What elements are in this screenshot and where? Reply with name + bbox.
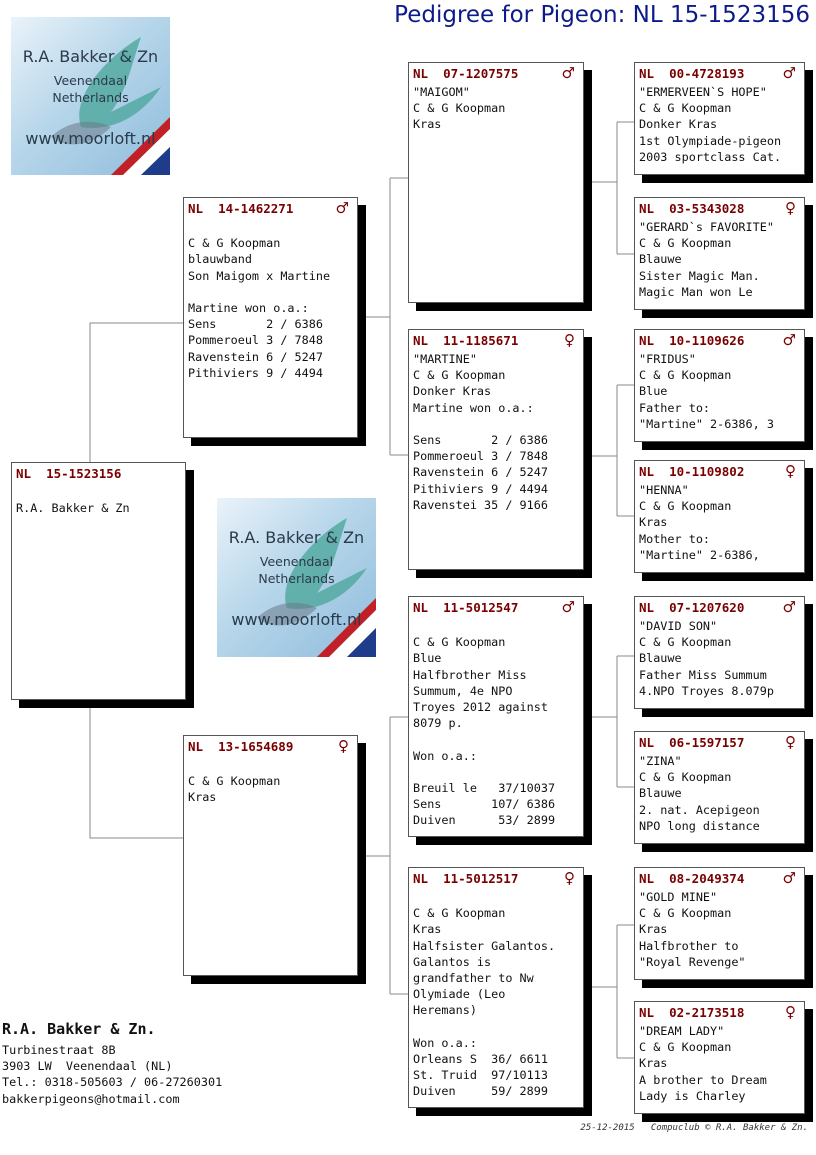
ring-number: NL 14-1462271 <box>188 201 294 216</box>
ring-number: NL 02-2173518 <box>639 1005 745 1020</box>
logo-line2: Veenendaal <box>53 73 128 88</box>
female-icon: ♀ <box>785 199 796 217</box>
card-line: "HENNA" <box>639 483 689 497</box>
credit-line: 25-12-2015 Compuclub © R.A. Bakker & Zn. <box>580 1123 808 1133</box>
ring-number: NL 06-1597157 <box>639 735 745 750</box>
logo-line1: R.A. Bakker & Zn <box>22 47 159 66</box>
card-line: C & G Koopman <box>639 499 732 514</box>
logo-url: www.moorloft.nl <box>25 129 156 148</box>
card-line: Galantos is <box>413 954 492 969</box>
card-line: St. Truid 97/10113 <box>413 1068 548 1083</box>
card-line <box>413 1019 581 1035</box>
card-line: "GERARD`s FAVORITE" <box>639 220 774 234</box>
female-icon: ♀ <box>564 869 575 887</box>
card-lines <box>639 618 802 699</box>
logo-top <box>11 17 170 175</box>
card-line: Kras <box>639 1056 668 1071</box>
card-line: C & G Koopman <box>413 906 506 921</box>
card-ssd[interactable] <box>634 197 805 310</box>
ring-number: NL 00-4728193 <box>639 66 745 81</box>
card-line <box>188 219 355 235</box>
card-line: 2. nat. Acepigeon <box>639 802 760 817</box>
card-line: grandfather to Nw <box>413 970 534 985</box>
card-line <box>16 484 183 500</box>
logo-middle <box>217 498 376 657</box>
logo-line1: R.A. Bakker & Zn <box>228 528 365 547</box>
female-icon: ♀ <box>785 462 796 480</box>
card-lines <box>639 351 802 432</box>
card-line: Pommeroeul 3 / 7848 <box>413 449 548 464</box>
card-ddd[interactable] <box>634 1001 805 1114</box>
card-line: A brother to Dream <box>639 1072 767 1087</box>
card-line: "Martine" 2-6386, <box>639 547 760 562</box>
card-line: Father Miss Summum <box>639 667 767 682</box>
card-line: Breuil le 37/10037 <box>413 780 556 795</box>
card-line: Mother to: <box>639 531 711 546</box>
card-line: Kras <box>639 515 668 530</box>
card-line: C & G Koopman <box>639 1040 732 1055</box>
card-line: Halfbrother Miss <box>413 667 527 682</box>
card-line: Olymiade (Leo <box>413 987 506 1002</box>
card-line <box>413 731 581 747</box>
male-icon: ♂ <box>782 64 796 82</box>
logo-line3: Netherlands <box>258 571 335 586</box>
card-line: C & G Koopman <box>639 368 732 383</box>
card-line: Blauwe <box>639 252 682 267</box>
card-line: Troyes 2012 against <box>413 699 548 714</box>
card-line: Duiven 59/ 2899 <box>413 1084 548 1099</box>
card-line: 2003 sportclass Cat. <box>639 149 782 164</box>
card-line: Pommeroeul 3 / 7848 <box>188 333 323 348</box>
ring-number: NL 10-1109802 <box>639 464 745 479</box>
card-lines <box>413 889 581 1099</box>
logo-line3: Netherlands <box>52 90 129 105</box>
ring-number: NL 07-1207620 <box>639 600 745 615</box>
logo-line2: Veenendaal <box>259 554 334 569</box>
card-line: Donker Kras <box>639 117 718 132</box>
owner-address <box>2 1020 222 1107</box>
card-sire-dam[interactable] <box>408 329 584 570</box>
card-line: Halfbrother to <box>639 938 739 953</box>
card-line: "MAIGOM" <box>413 85 470 99</box>
card-sss[interactable] <box>634 62 805 175</box>
card-line: Won o.a.: <box>413 748 477 763</box>
card-line: Kras <box>413 922 442 937</box>
card-lines <box>413 351 581 513</box>
card-subject[interactable] <box>11 462 186 700</box>
card-line: R.A. Bakker & Zn <box>16 501 130 516</box>
card-lines <box>639 482 802 563</box>
owner-email[interactable]: bakkerpigeons@hotmail.com <box>2 1091 180 1106</box>
card-line: C & G Koopman <box>639 635 732 650</box>
card-line: "DAVID SON" <box>639 619 718 633</box>
ring-number: NL 13-1654689 <box>188 739 294 754</box>
ring-number: NL 11-1185671 <box>413 333 519 348</box>
card-line: C & G Koopman <box>639 101 732 116</box>
card-line: C & G Koopman <box>413 635 506 650</box>
card-line: "DREAM LADY" <box>639 1024 725 1038</box>
card-line <box>413 889 581 905</box>
female-icon: ♀ <box>785 733 796 751</box>
card-line: C & G Koopman <box>413 101 506 116</box>
card-line: Duiven 53/ 2899 <box>413 813 556 828</box>
card-line: NPO long distance <box>639 818 760 833</box>
card-line: C & G Koopman <box>188 774 281 789</box>
card-line: Ravenstei 35 / 9166 <box>413 497 548 512</box>
ring-number: NL 03-5343028 <box>639 201 745 216</box>
card-line: blauwband <box>188 252 252 267</box>
card-line: Ravenstein 6 / 5247 <box>188 349 323 364</box>
card-line <box>188 284 355 300</box>
card-line: "ZINA" <box>639 754 682 768</box>
card-lines <box>639 219 802 300</box>
card-lines <box>188 219 355 381</box>
ring-number: NL 11-5012547 <box>413 600 519 615</box>
card-dam-dam[interactable] <box>408 867 584 1108</box>
female-icon: ♀ <box>338 737 349 755</box>
card-line: "Royal Revenge" <box>639 954 746 969</box>
card-lines <box>188 757 355 806</box>
card-dsd[interactable] <box>634 731 805 844</box>
owner-city: 3903 LW Veenendaal (NL) <box>2 1059 173 1074</box>
owner-phone: Tel.: 0318-505603 / 06-27260301 <box>2 1075 223 1090</box>
card-line: Kras <box>413 117 442 132</box>
card-line: Heremans) <box>413 1003 477 1018</box>
male-icon: ♂ <box>782 598 796 616</box>
card-line: C & G Koopman <box>639 770 732 785</box>
ring-number: NL 15-1523156 <box>16 466 122 481</box>
card-line: Sister Magic Man. <box>639 268 760 283</box>
logo-url: www.moorloft.nl <box>231 610 362 629</box>
card-line: Father to: <box>639 400 711 415</box>
card-sire[interactable] <box>183 197 358 438</box>
card-line: Pithiviers 9 / 4494 <box>188 365 323 380</box>
card-line: "ERMERVEEN`S HOPE" <box>639 85 767 99</box>
ring-number: NL 11-5012517 <box>413 871 519 886</box>
card-line: "FRIDUS" <box>639 352 696 366</box>
female-icon: ♀ <box>785 1003 796 1021</box>
card-sire-sire[interactable] <box>408 62 584 303</box>
card-line <box>413 764 581 780</box>
male-icon: ♂ <box>561 598 575 616</box>
card-line: C & G Koopman <box>413 368 506 383</box>
ring-number: NL 07-1207575 <box>413 66 519 81</box>
card-line: Blue <box>639 384 668 399</box>
card-line: 1st Olympiade-pigeon <box>639 133 782 148</box>
card-dds[interactable] <box>634 867 805 980</box>
card-line: Summum, 4e NPO <box>413 683 513 698</box>
card-line: Won o.a.: <box>413 1035 477 1050</box>
owner-name: R.A. Bakker & Zn. <box>2 1020 156 1038</box>
page-title: Pedigree for Pigeon: NL 15-1523156 <box>394 2 810 28</box>
card-line: Lady is Charley <box>639 1088 746 1103</box>
card-line: C & G Koopman <box>639 906 732 921</box>
card-line: Kras <box>188 790 217 805</box>
card-line <box>188 757 355 773</box>
card-line: "GOLD MINE" <box>639 890 718 904</box>
card-lines <box>639 1023 802 1104</box>
card-line: 8079 p. <box>413 716 463 731</box>
card-lines <box>639 753 802 834</box>
card-line: Blauwe <box>639 651 682 666</box>
card-line: "MARTINE" <box>413 352 477 366</box>
card-line: Martine won o.a.: <box>413 400 534 415</box>
card-line: Blue <box>413 651 442 666</box>
male-icon: ♂ <box>335 199 349 217</box>
card-dss[interactable] <box>634 596 805 709</box>
card-sdd[interactable] <box>634 460 805 573</box>
card-line: Ravenstein 6 / 5247 <box>413 465 548 480</box>
card-line <box>413 416 581 432</box>
ring-number: NL 10-1109626 <box>639 333 745 348</box>
card-lines <box>639 889 802 970</box>
card-line: Sens 107/ 6386 <box>413 797 556 812</box>
card-line <box>413 618 581 634</box>
card-line: 4.NPO Troyes 8.079p <box>639 683 774 698</box>
card-line: C & G Koopman <box>639 236 732 251</box>
male-icon: ♂ <box>782 869 796 887</box>
card-dam-sire[interactable] <box>408 596 584 837</box>
card-lines <box>16 484 183 516</box>
male-icon: ♂ <box>782 331 796 349</box>
female-icon: ♀ <box>564 331 575 349</box>
card-line: Kras <box>639 922 668 937</box>
card-line: Sens 2 / 6386 <box>188 317 323 332</box>
card-line: Magic Man won Le <box>639 284 753 299</box>
owner-street: Turbinestraat 8B <box>2 1043 116 1057</box>
card-sds[interactable] <box>634 329 805 442</box>
card-lines <box>413 618 581 828</box>
card-line: Martine won o.a.: <box>188 300 309 315</box>
card-line: Pithiviers 9 / 4494 <box>413 481 548 496</box>
card-dam[interactable] <box>183 735 358 976</box>
card-line: Son Maigom x Martine <box>188 268 331 283</box>
card-lines <box>639 84 802 165</box>
card-line: Sens 2 / 6386 <box>413 432 548 447</box>
card-line: Donker Kras <box>413 384 492 399</box>
card-lines <box>413 84 581 133</box>
card-line: Orleans S 36/ 6611 <box>413 1051 548 1066</box>
card-line: Halfsister Galantos. <box>413 938 556 953</box>
ring-number: NL 08-2049374 <box>639 871 745 886</box>
card-line: Blauwe <box>639 786 682 801</box>
male-icon: ♂ <box>561 64 575 82</box>
card-line: "Martine" 2-6386, 3 <box>639 416 774 431</box>
card-line: C & G Koopman <box>188 236 281 251</box>
